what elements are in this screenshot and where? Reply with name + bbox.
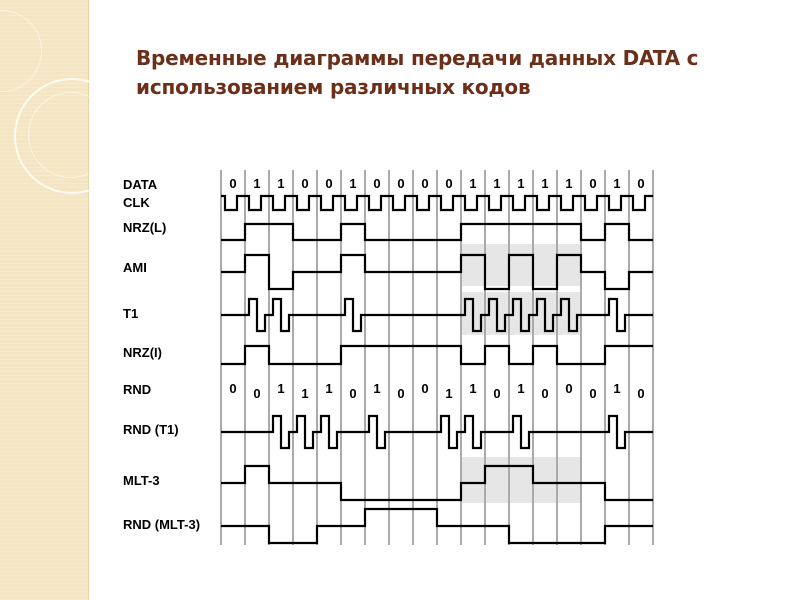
highlight-cell — [510, 457, 532, 503]
signal-label-mlt-3: MLT-3 — [123, 473, 160, 488]
data-bit: 1 — [349, 176, 357, 191]
rnd-bit: 0 — [229, 381, 237, 396]
rnd-bit: 0 — [253, 386, 261, 401]
highlight-cell — [558, 244, 580, 286]
highlight-cell — [558, 457, 580, 503]
rnd-bit: 0 — [421, 381, 429, 396]
rnd-bit: 0 — [493, 386, 501, 401]
rnd-bit: 1 — [445, 386, 453, 401]
rnd-bit: 0 — [565, 381, 573, 396]
rnd-bit: 0 — [349, 386, 357, 401]
data-bit: 0 — [589, 176, 597, 191]
rnd-bit: 1 — [373, 381, 381, 396]
data-bit: 1 — [253, 176, 261, 191]
highlight-cell — [534, 457, 556, 503]
clk-label: CLK — [123, 195, 150, 210]
data-bit: 0 — [373, 176, 381, 191]
highlight-cell — [486, 244, 508, 286]
rnd-bit: 1 — [301, 386, 309, 401]
slide-title-line-2: использованием различных кодов — [136, 75, 531, 99]
rnd-bit: 0 — [637, 386, 645, 401]
rnd-bit: 0 — [397, 386, 405, 401]
slide-title-line-1: Временные диаграммы передачи данных DATA с — [136, 46, 699, 70]
signal-label-ami: AMI — [123, 260, 147, 275]
rnd-bit: 0 — [589, 386, 597, 401]
data-bit: 1 — [541, 176, 549, 191]
signal-label-rnd-mlt-3: RND (MLT-3) — [123, 517, 201, 532]
rnd-bit: 1 — [277, 381, 285, 396]
highlight-cell — [462, 457, 484, 503]
data-bit: 1 — [493, 176, 501, 191]
signal-label-nrz-l: NRZ(L) — [123, 220, 167, 235]
data-bit: 1 — [565, 176, 573, 191]
rnd-bit: 1 — [517, 381, 525, 396]
rnd-bit: 1 — [613, 381, 621, 396]
signal-label-t1: T1 — [123, 306, 139, 321]
highlight-cell — [510, 244, 532, 286]
rnd-label: RND — [123, 382, 152, 397]
data-bit: 1 — [613, 176, 621, 191]
rnd-bit: 0 — [541, 386, 549, 401]
data-bit: 1 — [517, 176, 525, 191]
highlight-cell — [486, 457, 508, 503]
rnd-bit: 1 — [469, 381, 477, 396]
signal-label-nrz-i: NRZ(I) — [123, 345, 162, 360]
signal-label-rnd-t1: RND (T1) — [123, 422, 179, 437]
data-bit: 0 — [637, 176, 645, 191]
highlight-cell — [462, 244, 484, 286]
data-bit: 0 — [421, 176, 429, 191]
data-bit: 1 — [469, 176, 477, 191]
highlight-cell — [534, 244, 556, 286]
highlight-layer — [462, 244, 580, 503]
bit-grid — [221, 170, 653, 545]
data-bit: 0 — [229, 176, 237, 191]
data-bit: 1 — [277, 176, 285, 191]
data-bit: 0 — [325, 176, 333, 191]
rnd-bit: 1 — [325, 381, 333, 396]
data-bit: 0 — [301, 176, 309, 191]
data-bit: 0 — [397, 176, 405, 191]
data-label: DATA — [123, 177, 158, 192]
data-bit: 0 — [445, 176, 453, 191]
